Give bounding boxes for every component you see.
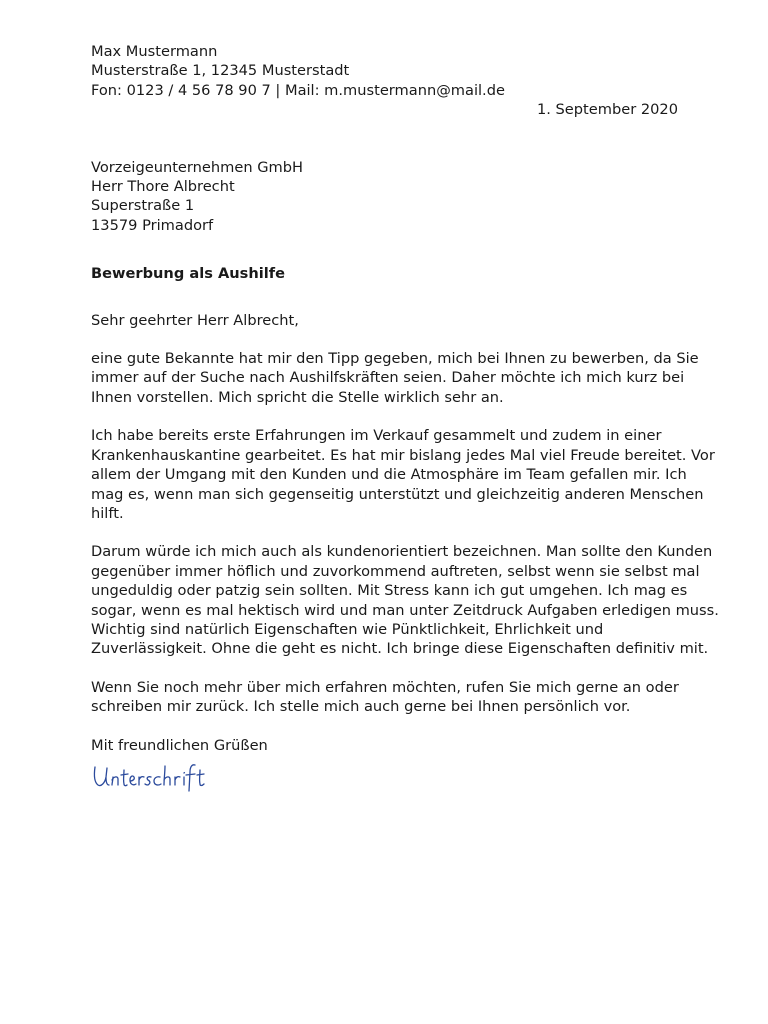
recipient-street: Superstraße 1	[91, 197, 195, 215]
paragraph-1	[91, 349, 699, 407]
recipient-person: Herr Thore Albrecht	[91, 178, 235, 196]
paragraph-line: immer auf der Suche nach Aushilfskräften seien. Daher möchte ich mich kurz bei	[91, 369, 685, 387]
paragraph-line: Wenn Sie noch mehr über mich erfahren möchten, rufen Sie mich gerne an oder	[91, 678, 679, 696]
sender-address: Musterstraße 1, 12345 Musterstadt	[91, 62, 350, 80]
paragraph-line: sogar, wenn es mal hektisch wird und man unter Zeitdruck Aufgaben erledigen muss.	[91, 601, 719, 619]
paragraph-line: Zuverlässigkeit. Ohne die geht es nicht. Ich bringe diese Eigenschaften definitiv mit.	[91, 640, 709, 658]
subject-line: Bewerbung als Aushilfe	[91, 265, 285, 283]
paragraph-line: Krankenhauskantine gearbeitet. Es hat mir bislang jedes Mal viel Freude bereitet. Vor	[91, 446, 715, 464]
sender-name: Max Mustermann	[91, 43, 218, 60]
paragraph-4	[91, 678, 678, 717]
recipient-block	[91, 158, 678, 236]
closing-phrase: Mit freundlichen Grüßen	[91, 736, 268, 754]
paragraph-line: Darum würde ich mich auch als kundenorientiert bezeichnen. Man sollte den Kunden	[91, 543, 713, 561]
paragraph-2	[91, 426, 715, 523]
sender-block	[91, 42, 678, 100]
sender-contact: Fon: 0123 / 4 56 78 90 7 | Mail: m.mustermann@mail.de	[91, 81, 505, 99]
paragraph-line: Ich habe bereits erste Erfahrungen im Verkauf gesammelt und zudem in einer	[91, 427, 662, 445]
recipient-city: 13579 Primadorf	[91, 216, 214, 234]
paragraph-line: eine gute Bekannte hat mir den Tipp gegeben, mich bei Ihnen zu bewerben, da Sie	[91, 350, 699, 368]
paragraph-line: mag es, wenn man sich gegenseitig unterstützt und gleichzeitig anderen Menschen	[91, 485, 704, 503]
paragraph-line: Ihnen vorstellen. Mich spricht die Stelle wirklich sehr an.	[91, 388, 504, 406]
paragraph-line: allem der Umgang mit den Kunden und die Atmosphäre im Team gefallen mir. Ich	[91, 466, 687, 484]
paragraph-line: gegenüber immer höflich und zuvorkommend auftreten, selbst wenn sie selbst mal	[91, 562, 700, 580]
paragraph-line: ungeduldig oder patzig sein sollten. Mit Stress kann ich gut umgehen. Ich mag es	[91, 582, 688, 600]
salutation: Sehr geehrter Herr Albrecht,	[91, 311, 299, 329]
letter-date: 1. September 2020	[536, 101, 678, 119]
handwritten-signature	[91, 758, 231, 794]
paragraph-line: schreiben mir zurück. Ich stelle mich auch gerne bei Ihnen persönlich vor.	[91, 698, 631, 716]
letter-page	[91, 42, 719, 799]
paragraph-3	[91, 542, 719, 658]
paragraph-line: Wichtig sind natürlich Eigenschaften wie Pünktlichkeit, Ehrlichkeit und	[91, 620, 604, 638]
paragraph-line: hilft.	[91, 504, 124, 522]
recipient-company: Vorzeigeunternehmen GmbH	[91, 158, 303, 176]
